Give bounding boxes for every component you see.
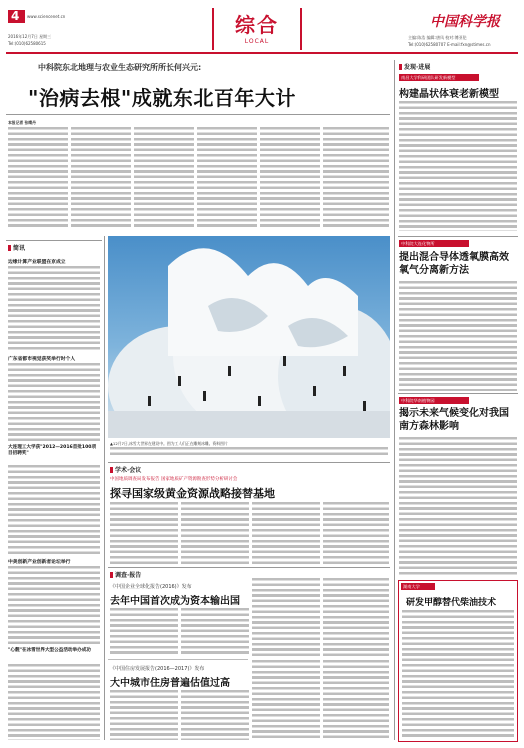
paper-logo: 中国科学报: [430, 14, 500, 30]
sub2-body: [399, 281, 517, 391]
academy-kicker: 中国地质调查局发布报告 国家地质矿产资源勘查形势分析研讨会: [110, 477, 238, 482]
report1-body-col3: [252, 578, 320, 656]
lead-body-col1: [8, 127, 68, 227]
lead-rule: [6, 114, 390, 115]
sub3-title: 揭示未来气候变化对我国南方森林影响: [399, 408, 509, 432]
sub3-body-text: [399, 437, 517, 577]
issue-tel: Tel:(010)62580615: [8, 41, 46, 46]
briefs-section-title: 简讯: [13, 245, 26, 252]
survey-rule: [108, 567, 390, 568]
report1-kicker: 《中国企业全球化报告(2016)》发布: [110, 584, 192, 590]
sub4-body-text: [402, 610, 514, 738]
report2-body-col2-text: [181, 690, 249, 740]
brief5-title: "心靓"在冰雪世界大型公益活动举办成功: [8, 648, 91, 653]
section-marker-icon: [8, 245, 11, 251]
lead-body-col6-text: [323, 127, 389, 227]
section-marker-icon: [399, 64, 402, 70]
sub1-label: 南昌大学科研团队研发新模型: [401, 75, 456, 80]
report1-body-col3-text: [252, 578, 320, 656]
report1-body-col4-text: [323, 578, 389, 656]
report1-body-col1: [110, 608, 178, 656]
brief2-title: 广东省都市视觉获奖举行时个人: [8, 357, 76, 362]
brief1-title: 边缘计算产业联盟在京成立: [8, 260, 66, 265]
sub2-title: 提出混合导体透氧膜高效氧气分离新方法: [399, 252, 509, 276]
brief5-body: [8, 664, 100, 740]
brief2-body: [8, 363, 100, 443]
page-number: 4: [11, 9, 20, 23]
sub1-body-text: [399, 101, 517, 231]
left-col-rule: [6, 240, 102, 241]
sub2-label: 中科院大连化物所: [401, 241, 435, 246]
report-divider: [108, 659, 248, 660]
academy-title: 探寻国家级黄金资源战略接替基地: [110, 487, 275, 500]
sub4-body: [402, 610, 514, 738]
sub1-title: 构建晶状体衰老新模型: [399, 89, 499, 100]
academy-body-col3-text: [252, 502, 320, 564]
academy-body-col2-text: [181, 502, 249, 564]
section-marker-icon: [110, 572, 113, 578]
brief3-body: [8, 465, 100, 555]
academy-rule: [108, 462, 390, 463]
lead-body-col3-text: [134, 127, 194, 227]
contact-line: Tel:(010)62580707 E-mail:fxn@stimes.cn: [408, 42, 491, 47]
photo-caption: ▲12月7日,冰雪大世界在建设中。图为工人们正在雕刻冰雕。资料图片: [110, 441, 228, 446]
lead-body-col1-text: [8, 127, 68, 227]
sub4-label: 湖南大学: [403, 584, 420, 589]
academy-body-col1: [110, 502, 178, 564]
ice-sculpture-illustration: [108, 236, 390, 438]
discovery-section-title: 发现·进展: [404, 64, 431, 71]
report2-body-col3: [252, 660, 320, 740]
discovery-section-header: [399, 62, 430, 71]
masthead: [6, 6, 518, 50]
brief4-body-text: [8, 566, 100, 644]
section-title: 综合: [235, 13, 279, 37]
report2-body-col3-text: [252, 660, 320, 740]
brief5-body-text: [8, 664, 100, 740]
academy-body-col4-text: [323, 502, 389, 564]
brief4-body: [8, 566, 100, 644]
report2-title: 大中城市住房普遍估值过高: [110, 678, 230, 689]
photo-caption-more-text: [110, 447, 388, 457]
sub3-label: 中科院华南植物园: [401, 398, 435, 403]
right-rule-1: [398, 236, 518, 237]
right-rule-2: [398, 393, 518, 394]
brief2-body-text: [8, 363, 100, 443]
report1-body-col2: [181, 608, 249, 656]
vertical-divider-left: [104, 236, 105, 740]
briefs-section-header: [8, 243, 25, 252]
brief1-body-text: [8, 266, 100, 351]
masthead-rule: [6, 52, 518, 54]
academy-section-title: 学术·会议: [115, 467, 142, 474]
report2-body-col2: [181, 690, 249, 740]
lead-body-col5-text: [260, 127, 320, 227]
academy-body-col1-text: [110, 502, 178, 564]
report1-body-col4: [323, 578, 389, 656]
section-subtitle: LOCAL: [244, 38, 270, 45]
lead-body-col3: [134, 127, 194, 227]
academy-section-header: [110, 465, 141, 474]
sub1-body: [399, 101, 517, 231]
lead-body-col6: [323, 127, 389, 227]
report1-title: 去年中国首次成为资本输出国: [110, 596, 240, 607]
survey-section-title: 调查·报告: [115, 572, 142, 579]
survey-section-header: [110, 570, 141, 579]
editors-line: 主编:陈浩 编辑:唐凤 校对:傅亚伦: [408, 35, 467, 40]
vertical-divider-right: [394, 60, 395, 740]
brief3-title: 大连理工大学获"2012—2016首批100项目招聘奖": [8, 445, 97, 456]
lead-photo: [108, 236, 390, 438]
lead-body-col2: [71, 127, 131, 227]
sub4-title: 研发甲醇替代柴油技术: [406, 598, 497, 608]
report2-body-col4: [323, 660, 389, 740]
brief3-body-text: [8, 465, 100, 555]
lead-kicker: 中科院东北地理与农业生态研究所所长何兴元:: [38, 63, 202, 72]
academy-body-col3: [252, 502, 320, 564]
brief4-title: 中美创新产业创新者论坛举行: [8, 560, 71, 565]
report2-body-col1: [110, 690, 178, 740]
lead-byline: 本报记者 张晴丹: [8, 120, 36, 125]
report2-body-col4-text: [323, 660, 389, 740]
photo-caption-more: [110, 447, 388, 457]
lead-body-col5: [260, 127, 320, 227]
lead-body-col4: [197, 127, 257, 227]
report2-kicker: 《中国住房发展报告(2016—2017)》发布: [110, 666, 205, 672]
academy-body-col4: [323, 502, 389, 564]
lead-body-col4-text: [197, 127, 257, 227]
issue-date: 2016年12月7日 星期三: [8, 34, 52, 39]
sub2-body-text: [399, 281, 517, 391]
report1-body-col2-text: [181, 608, 249, 656]
lead-headline: "治病去根"成就东北百年大计: [28, 86, 296, 110]
sub3-body: [399, 437, 517, 577]
site-url[interactable]: www.sciencenet.cn: [27, 14, 66, 19]
lead-body-col2-text: [71, 127, 131, 227]
academy-body-col2: [181, 502, 249, 564]
report2-body-col1-text: [110, 690, 178, 740]
report1-body-col1-text: [110, 608, 178, 656]
section-marker-icon: [110, 467, 113, 473]
brief1-body: [8, 266, 100, 351]
